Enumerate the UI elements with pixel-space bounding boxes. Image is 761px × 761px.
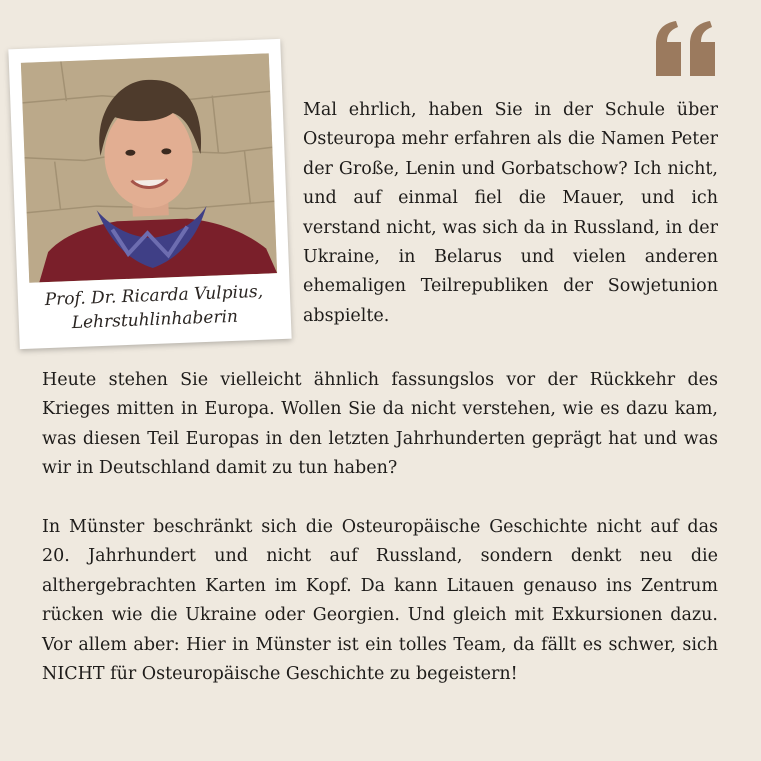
double-quotation-mark-icon	[652, 20, 720, 80]
portrait-polaroid	[8, 39, 291, 349]
portrait-caption	[18, 279, 292, 337]
caption-role: Lehrstuhlinhaberin	[71, 306, 239, 334]
intro-paragraph: Mal ehrlich, haben Sie in der Schule über Osteuropa mehr erfahren als die Namen Peter der Große, Lenin und Gorbatschow? Ich nicht, und auf einmal fiel die Mauer, und ich verstand nicht, was sich da in Russland, in der Ukraine, in Belarus und vielen anderen ehemaligen Teilrepubliken der Sowjetunion abspielte.	[303, 100, 718, 326]
caption-name: Prof. Dr. Ricarda Vulpius,	[44, 281, 264, 311]
portrait-photo	[21, 53, 277, 282]
third-paragraph: In Münster beschränkt sich die Osteuropäische Geschichte nicht auf das 20. Jahrhundert und nicht auf Russland, sondern denkt neu die althergebrachten Karten im Kopf. Da kann Litauen genauso ins Zentrum rücken wie die Ukraine oder Georgien. Und gleich mit Exkursionen dazu. Vor allem aber: Hier in Münster ist ein tolles Team, da fällt es schwer, sich NICHT für Osteuropäische Geschichte zu begeistern!	[42, 517, 718, 685]
second-paragraph: Heute stehen Sie vielleicht ähnlich fassungslos vor der Rückkehr des Krieges mitten in Europa. Wollen Sie da nicht verstehen, wie es dazu kam, was diesen Teil Europas in den letzten Jahrhunderten geprägt hat und was wir in Deutschland damit zu tun haben?	[42, 370, 718, 479]
